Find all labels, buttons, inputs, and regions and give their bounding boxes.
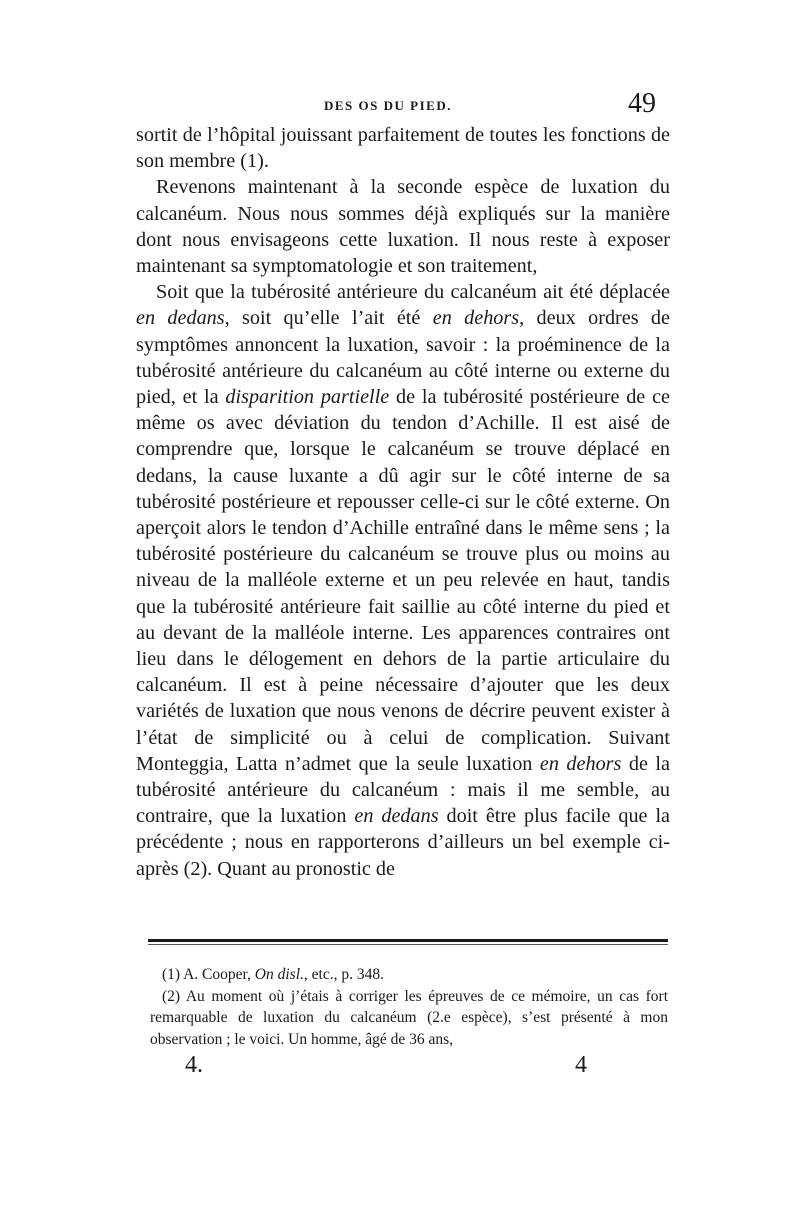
- p3-text-4: de la tubérosité postérieure de ce même os avec déviation du tendon d’Achille. Il est aisé de comprendre que, lorsque le calcanéum se trouve déplacé en dedans, la cause luxante a dû agir sur le côté interne de sa tubérosité postérieure et repousser celle-ci sur le côté externe. On aperçoit alors le tendon d’Achille entraîné dans le même sens ; la tubérosité postérieure du calcanéum se trouve plus ou moins au niveau de la malléole externe et un peu relevée en haut, tandis que la tubérosité antérieure fait saillie au côté interne du pied et au devant de la malléole interne. Les apparences contraires ont lieu dans le délogement en dehors de la partie articulaire du calcanéum. Il est à peine nécessaire d’ajouter que les deux variétés de luxation que nous venons de décrire peuvent exister à l’état de simplicité ou à celui de complication. Suivant Monteggia, Latta n’admet que la seule luxation: [136, 386, 671, 775]
- p3-italic-1: en dedans: [136, 307, 225, 330]
- signature-mark-right: 4: [575, 1052, 587, 1078]
- footnotes: [150, 964, 668, 1050]
- p3-text-5: de la tubérosité antérieure du calcanéum : mais il me semble, au contraire, que la luxation: [136, 752, 670, 828]
- p3-text-2: , soit qu’elle l’ait été: [224, 307, 433, 330]
- footnote-1-italic: On disl.: [254, 966, 304, 983]
- footnote-1: [150, 964, 668, 986]
- p3-italic-4: en dehors: [539, 752, 622, 775]
- running-title: DES OS DU PIED.: [324, 98, 452, 113]
- footnote-separator-rule: [148, 939, 668, 942]
- p3-italic-2: en dehors: [432, 307, 520, 330]
- p3-italic-3: disparition partielle: [225, 386, 390, 409]
- main-text: [136, 122, 670, 882]
- page-number: 49: [628, 88, 656, 119]
- p3-text-3: , deux ordres de symptômes annoncent la luxation, savoir : la proéminence de la tubérosité antérieure du calcanéum au côté interne ou externe du pied, et la: [136, 307, 670, 409]
- p3-text-1: Soit que la tubérosité antérieure du calcanéum ait été déplacée: [156, 281, 670, 304]
- footnote-1-text-1: (1) A. Cooper,: [162, 966, 255, 983]
- footnote-separator-thin-rule: [148, 944, 668, 945]
- p3-text-6: doit être plus facile que la précédente ; nous en rapporterons d’ailleurs un bel exemple ci-après (2). Quant au pronostic de: [136, 805, 671, 880]
- footnote-2: (2) Au moment où j’étais à corriger les épreuves de ce mémoire, un cas fort remarquable de luxation du calcanéum (2.e espèce), s’est présenté à mon observation ; le voici. Un homme, âgé de 36 ans,: [150, 987, 668, 1048]
- footnote-1-text-2: , etc., p. 348.: [303, 966, 384, 983]
- p3-italic-5: en dedans: [354, 805, 439, 828]
- signature-mark-left: 4.: [185, 1052, 203, 1078]
- paragraph-3: [136, 279, 670, 882]
- paragraph-2: [136, 174, 670, 279]
- paragraph-1: sortit de l’hôpital jouissant parfaitement de toutes les fonctions de son membre (1).: [136, 124, 670, 173]
- paragraph-2-text: Revenons maintenant à la seconde espèce de luxation du calcanéum. Nous nous sommes déjà expliqués sur la manière dont nous envisageons cette luxation. Il nous reste à exposer maintenant sa symptomatologie et son traitement,: [136, 176, 670, 278]
